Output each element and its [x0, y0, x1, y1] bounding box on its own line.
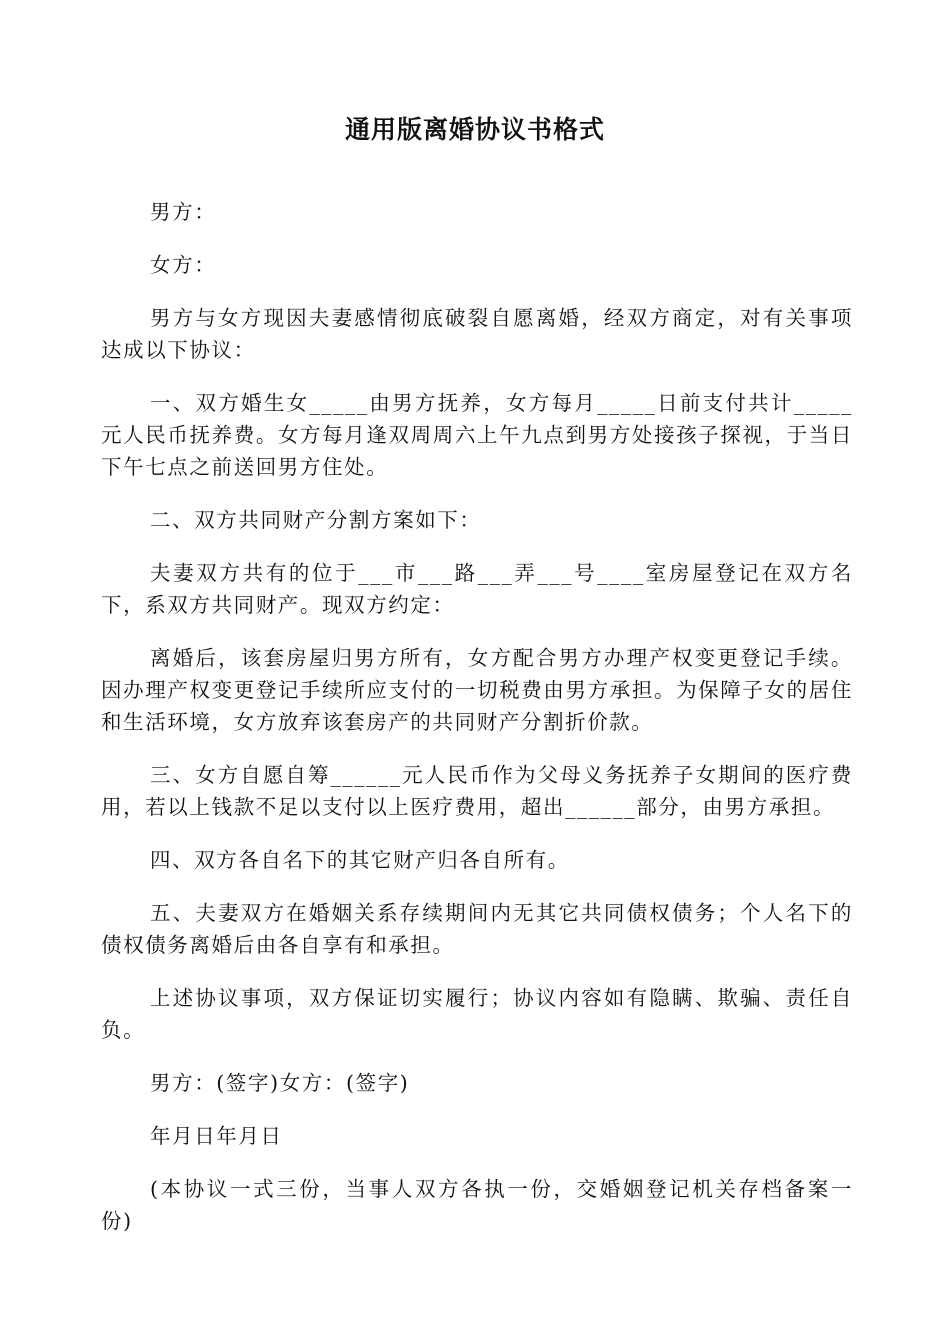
paragraph-property-location: 夫妻双方共有的位于___市___路___弄___号____室房屋登记在双方名下，系双方共同财产。现双方约定：: [101, 561, 853, 617]
paragraph-clause-child-custody: 一、双方婚生女_____由男方抚养，女方每月_____日前支付共计_____元人民币抚养费。女方每月逢双周周六上午九点到男方处接孩子探视，于当日下午七点之前送回男方住处。: [101, 391, 853, 479]
paragraph-property-agreement: 离婚后，该套房屋归男方所有，女方配合男方办理产权变更登记手续。因办理产权变更登记手续所应支付的一切税费由男方承担。为保障子女的居住和生活环境，女方放弃该套房产的共同财产分割折价款。: [101, 646, 853, 734]
paragraph-copies-note: (本协议一式三份，当事人双方各执一份，交婚姻登记机关存档备案一份): [101, 1177, 853, 1233]
paragraph-dates: 年月日年月日: [150, 1124, 283, 1148]
document-body: [101, 196, 853, 1258]
paragraph-male-party: 男方：: [150, 200, 217, 224]
paragraph-guarantee: 上述协议事项，双方保证切实履行；协议内容如有隐瞒、欺骗、责任自负。: [101, 986, 853, 1042]
paragraph-female-party: 女方：: [150, 253, 217, 277]
paragraph-preamble: 男方与女方现因夫妻感情彻底破裂自愿离婚，经双方商定，对有关事项达成以下协议：: [101, 306, 853, 362]
paragraph-signatures: 男方：(签字)女方：(签字): [150, 1071, 410, 1095]
paragraph-clause-medical-expenses: 三、女方自愿自筹______元人民币作为父母义务抚养子女期间的医疗费用，若以上钱款不足以支付以上医疗费用，超出______部分，由男方承担。: [101, 763, 853, 819]
paragraph-clause-property-heading: 二、双方共同财产分割方案如下：: [150, 508, 482, 532]
paragraph-clause-debts: 五、夫妻双方在婚姻关系存续期间内无其它共同债权债务；个人名下的债权债务离婚后由各自享有和承担。: [101, 901, 853, 957]
paragraph-clause-other-property: 四、双方各自名下的其它财产归各自所有。: [150, 848, 570, 872]
document-title: 通用版离婚协议书格式: [344, 115, 605, 144]
